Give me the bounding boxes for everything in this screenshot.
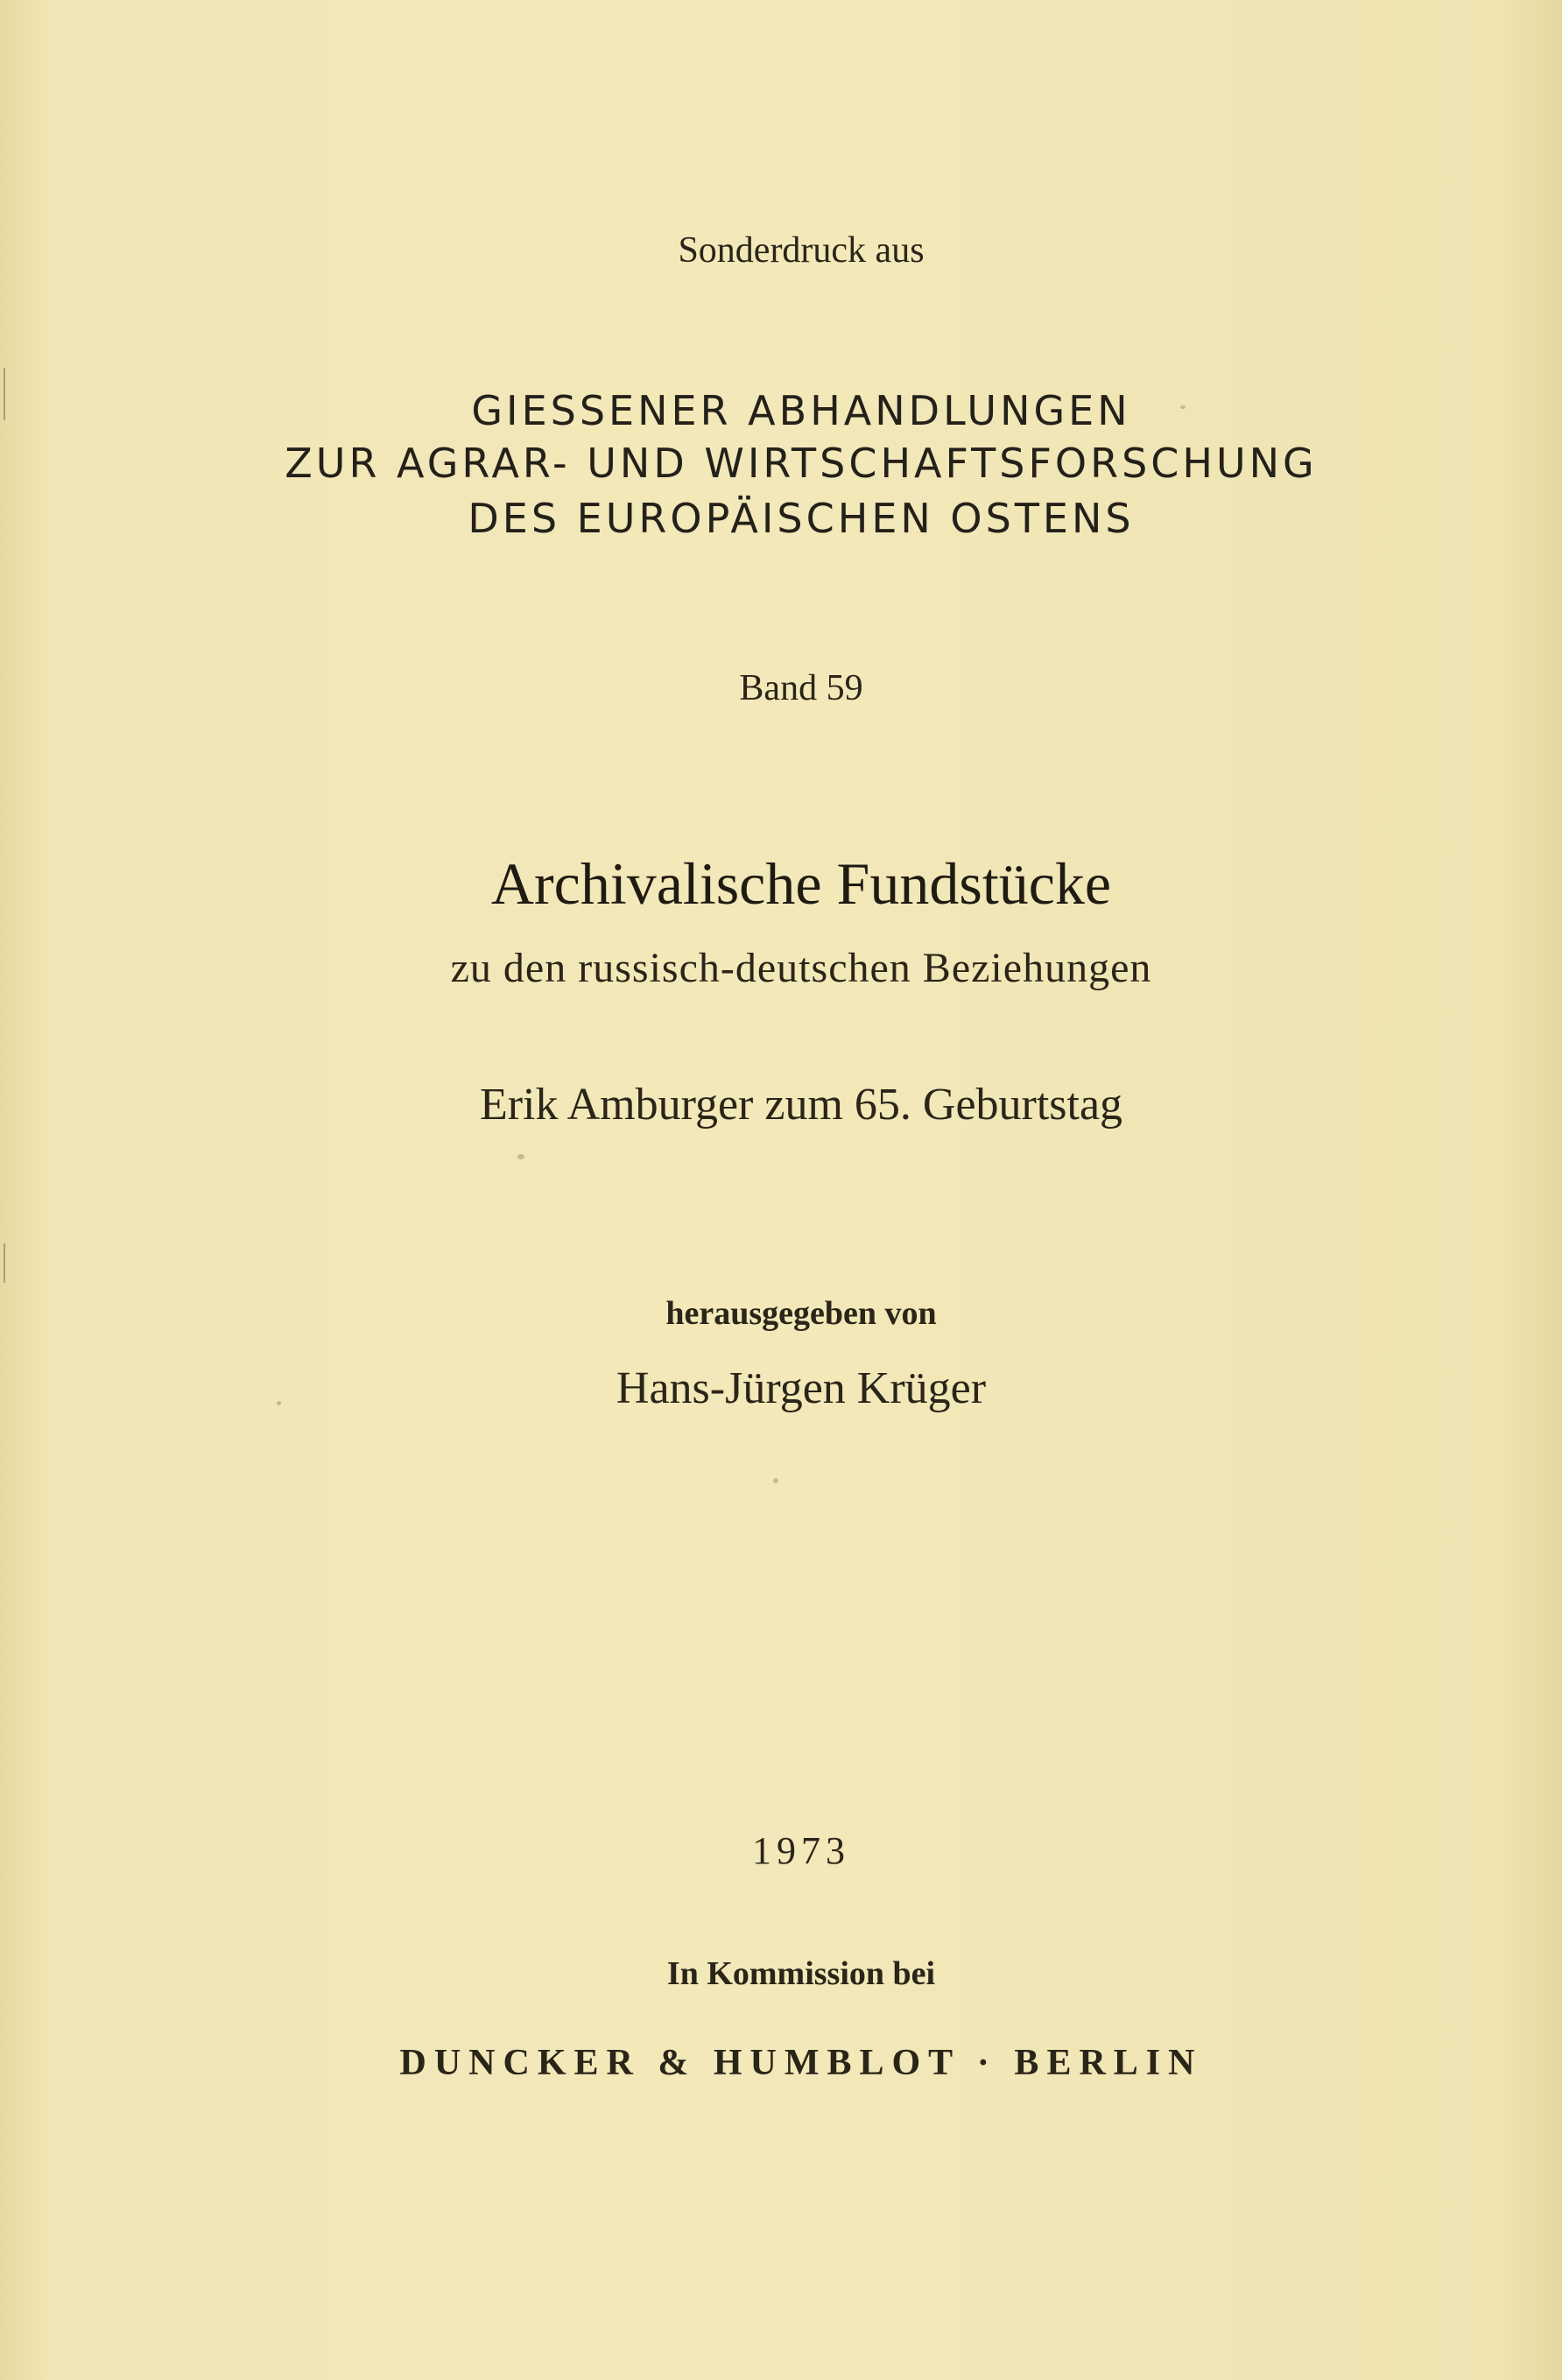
editor-label: herausgegeben von [665, 1295, 937, 1332]
series-title-line-1: GIESSENER ABHANDLUNGEN [471, 387, 1131, 434]
series-title-line-3: DES EUROPÄISCHEN OSTENS [468, 495, 1135, 542]
edge-mark [4, 368, 5, 420]
book-subtitle: zu den russisch-deutschen Beziehungen [450, 945, 1152, 991]
publisher: DUNCKER & HUMBLOT · BERLIN [399, 2043, 1203, 2083]
editor-name: Hans-Jürgen Krüger [616, 1363, 987, 1413]
publication-year: 1973 [752, 1829, 850, 1872]
commission-note: In Kommission bei [666, 1955, 936, 1992]
series-title-line-2: ZUR AGRAR- UND WIRTSCHAFTSFORSCHUNG [285, 440, 1318, 487]
paper-speck [517, 1154, 524, 1159]
preheading: Sonderdruck aus [678, 230, 925, 271]
book-title: Archivalische Fundstücke [490, 850, 1112, 917]
paper-speck [773, 1478, 778, 1483]
dedication: Erik Amburger zum 65. Geburtstag [479, 1080, 1123, 1130]
edge-mark [4, 1243, 5, 1283]
volume-number: Band 59 [739, 668, 863, 708]
